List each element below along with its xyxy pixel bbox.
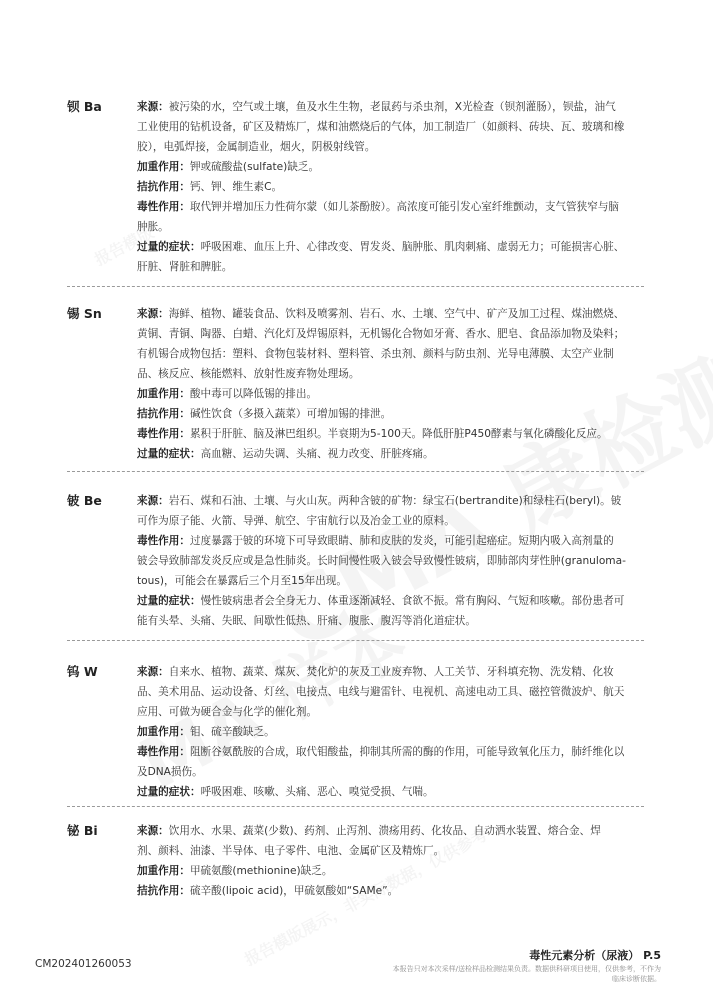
detail-line <box>137 304 649 324</box>
detail-text: 酸中毒可以降低锡的排出。 <box>189 388 318 400</box>
detail-text: 应用、可做为硬合金与化学的催化剂。 <box>137 706 318 718</box>
detail-label: 过量的症状： <box>137 786 201 798</box>
element-name: 铍 Be <box>67 493 102 508</box>
detail-line <box>137 491 649 511</box>
detail-label: 来源： <box>137 308 169 320</box>
detail-text: 能有头晕、头痛、失眠、间歇性低热、肝痛、腹胀、腹泻等消化道症状。 <box>137 615 476 627</box>
detail-text: 硫辛酸(lipoic acid)，甲硫氨酸如“SAMe”。 <box>189 885 399 897</box>
detail-line <box>137 591 649 611</box>
detail-line <box>137 762 649 782</box>
detail-line <box>137 861 649 881</box>
detail-text: 钙、钾、维生素C。 <box>189 181 283 193</box>
detail-line <box>137 682 649 702</box>
detail-text: 累积于肝脏、脑及淋巴组织。半衰期为5-100天。降低肝脏P450酵素与氧化磷酸化反应。 <box>189 428 608 440</box>
detail-line <box>137 117 649 137</box>
detail-text: 阻断谷氨酰胺的合成，取代钼酸盐，抑制其所需的酶的作用，可能导致氧化压力，肺纤维化以 <box>189 746 625 758</box>
detail-text: 及DNA损伤。 <box>137 766 203 778</box>
detail-label: 拮抗作用： <box>137 408 190 420</box>
detail-text: 被污染的水，空气或土壤，鱼及水生生物，老鼠药与杀虫剂，X光检查（钡剂灌肠），钡盐，油气 <box>168 101 616 113</box>
detail-text: 有机锡合成物包括：塑料、食物包装材料、塑料管、杀虫剂、颜料与防虫剂、光导电薄膜、太空产业制 <box>137 348 614 360</box>
detail-line <box>137 611 649 631</box>
detail-text: 过度暴露于铍的环境下可导致眼睛、肺和皮肤的发炎，可能引起癌症。短期内吸入高剂量的 <box>189 535 614 547</box>
detail-line <box>137 782 649 802</box>
element-details <box>137 821 649 901</box>
element-name: 铋 Bi <box>67 823 98 838</box>
report-code: CM202401260053 <box>35 958 132 970</box>
detail-line <box>137 177 649 197</box>
detail-text: 取代钾并增加压力性荷尔蒙（如儿茶酚胺）。高浓度可能引发心室纤维颤动，支气管狭窄与脑 <box>189 201 620 213</box>
detail-label: 来源： <box>137 666 169 678</box>
detail-line <box>137 531 649 551</box>
detail-text: 岩石、煤和石油、土壤、与火山灰。两种含铍的矿物：绿宝石(bertrandite)和绿柱石(beryl)。铍 <box>168 495 622 507</box>
detail-line <box>137 702 649 722</box>
element-name: 钡 Ba <box>67 99 102 114</box>
detail-label: 加重作用： <box>137 161 190 173</box>
section-divider <box>67 286 644 287</box>
detail-text: 铍会导致肺部发炎反应或是急性肺炎。长时间慢性吸入铍会导致慢性铍病，即肺部肉芽性肿(granuloma- <box>137 555 626 567</box>
detail-label: 毒性作用： <box>137 201 190 213</box>
footer-disclaimer: 本报告只对本次采样/送检样品检测结果负责。数据供科研项目使用，仅供参考，不作为临床诊断依据。 <box>392 965 661 983</box>
section-divider <box>67 806 644 807</box>
detail-text: 肿胀。 <box>137 221 169 233</box>
detail-text: 碱性饮食（多摄入蔬菜）可增加锡的排泄。 <box>189 408 392 420</box>
detail-label: 过量的症状： <box>137 595 201 607</box>
detail-line <box>137 344 649 364</box>
detail-line <box>137 217 649 237</box>
detail-text: tous)，可能会在暴露后三个月至15年出现。 <box>137 575 347 587</box>
detail-label: 来源： <box>137 825 169 837</box>
detail-text: 肝脏、肾脏和脾脏。 <box>137 261 233 273</box>
detail-text: 钾或硫酸盐(sulfate)缺乏。 <box>189 161 320 173</box>
detail-line <box>137 821 649 841</box>
detail-label: 拮抗作用： <box>137 181 190 193</box>
detail-text: 海鲜、植物、罐装食品、饮料及喷雾剂、岩石、水、土壤、空气中、矿产及加工过程、煤油燃烧、 <box>168 308 625 320</box>
detail-line <box>137 662 649 682</box>
detail-line <box>137 444 649 464</box>
element-details <box>137 97 649 277</box>
detail-label: 拮抗作用： <box>137 885 190 897</box>
detail-text: 自来水、植物、蔬菜、煤灰、焚化炉的灰及工业废弃物、人工关节、牙科填充物、洗发精、化妆 <box>168 666 614 678</box>
detail-text: 剂、颜料、油漆、半导体、电子零件、电池、金属矿区及精炼厂。 <box>137 845 445 857</box>
detail-text: 甲硫氨酸(methionine)缺乏。 <box>189 865 333 877</box>
detail-text: 呼吸困难、咳嗽、头痛、恶心、嗅觉受损、气喘。 <box>200 786 434 798</box>
detail-label: 来源： <box>137 495 169 507</box>
detail-line <box>137 237 649 257</box>
detail-text: 工业使用的钻机设备，矿区及精炼厂，煤和油燃烧后的气体，加工制造厂（如颜料、砖块、瓦、玻璃和橡 <box>137 121 625 133</box>
detail-text: 饮用水、水果、蔬菜(少数)、药剂、止泻剂、溃疡用药、化妆品、自动洒水装置、熔合金、焊 <box>168 825 601 837</box>
section-divider <box>67 471 644 472</box>
detail-line <box>137 364 649 384</box>
page-footer-title: 毒性元素分析（尿液） P.5 <box>529 949 661 962</box>
detail-text: 呼吸困难、血压上升、心律改变、胃发炎、脑肿胀、肌肉刺痛、虚弱无力；可能损害心脏、 <box>200 241 625 253</box>
detail-label: 来源： <box>137 101 169 113</box>
element-name: 锡 Sn <box>67 306 102 321</box>
detail-line <box>137 511 649 531</box>
detail-label: 毒性作用： <box>137 428 190 440</box>
detail-label: 过量的症状： <box>137 448 201 460</box>
detail-text: 钼、硫辛酸缺乏。 <box>189 726 275 738</box>
detail-text: 可作为原子能、火箭、导弹、航空、宇宙航行以及冶金工业的原料。 <box>137 515 455 527</box>
detail-line <box>137 197 649 217</box>
detail-text: 胶），电弧焊接，金属制造业，烟火，阴极射线管。 <box>137 141 376 153</box>
detail-label: 加重作用： <box>137 388 190 400</box>
detail-label: 毒性作用： <box>137 746 190 758</box>
detail-line <box>137 722 649 742</box>
detail-text: 慢性铍病患者会全身无力、体重逐渐减轻、食欲不振。常有胸闷、气短和咳嗽。部份患者可 <box>200 595 625 607</box>
detail-label: 加重作用： <box>137 726 190 738</box>
detail-line <box>137 404 649 424</box>
detail-line <box>137 384 649 404</box>
detail-text: 高血糖、运动失调、头痛、视力改变、肝脏疼痛。 <box>200 448 434 460</box>
element-name: 钨 W <box>67 664 98 679</box>
detail-line <box>137 551 649 571</box>
detail-text: 品、核反应、核能燃料、放射性废弃物处理场。 <box>137 368 360 380</box>
detail-line <box>137 424 649 444</box>
element-details <box>137 491 649 631</box>
detail-line <box>137 881 649 901</box>
detail-label: 毒性作用： <box>137 535 190 547</box>
detail-line <box>137 137 649 157</box>
detail-line <box>137 571 649 591</box>
detail-text: 黄铜、青铜、陶器、白蜡、汽化灯及焊锡原料，无机锡化合物如牙膏、香水、肥皂、食品添加物及染料； <box>137 328 625 340</box>
detail-text: 品、美术用品、运动设备、灯丝、电接点、电线与避雷针、电视机、高速电动工具、磁控管微波炉、航天 <box>137 686 625 698</box>
detail-label: 加重作用： <box>137 865 190 877</box>
detail-label: 过量的症状： <box>137 241 201 253</box>
detail-line <box>137 157 649 177</box>
element-details <box>137 662 649 802</box>
detail-line <box>137 841 649 861</box>
detail-line <box>137 257 649 277</box>
element-details <box>137 304 649 464</box>
detail-line <box>137 742 649 762</box>
detail-line <box>137 324 649 344</box>
section-divider <box>67 640 644 641</box>
detail-line <box>137 97 649 117</box>
